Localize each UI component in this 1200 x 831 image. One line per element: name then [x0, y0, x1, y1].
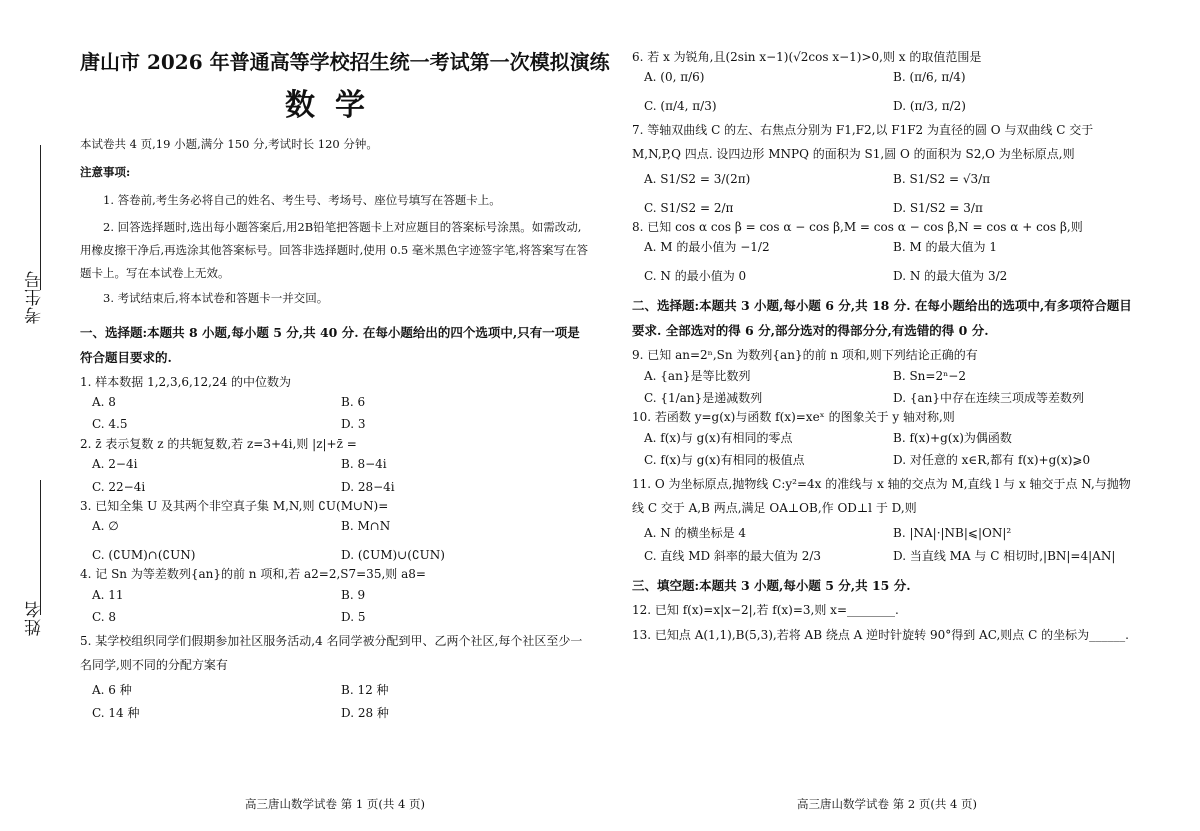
question-stem: 9. 已知 an=2ⁿ,Sn 为数列{an}的前 n 项和,则下列结论正确的有: [632, 348, 978, 363]
option-a: A. 11: [92, 587, 124, 602]
fill-question: 12. 已知 f(x)=x|x−2|,若 f(x)=3,则 x=________.: [632, 603, 899, 618]
question-stem: 2. z̄ 表示复数 z 的共轭复数,若 z=3+4i,则 |z|+z̄ =: [80, 436, 357, 451]
option-d: D. 28−4i: [341, 479, 395, 494]
option-d: D. N 的最大值为 3/2: [893, 268, 1008, 283]
page-footer: [632, 798, 1142, 812]
question-options: [80, 683, 590, 720]
name-blank: [40, 480, 41, 615]
question-options: [632, 240, 1142, 283]
question-options: [80, 457, 590, 494]
notes-heading: 注意事项:: [80, 164, 131, 179]
question-stem: 11. O 为坐标原点,抛物线 C:y²=4x 的准线与 x 轴的交点为 M,直线 l 与 x 轴交于点 N,与抛物线 C 交于 A,B 两点,满足 OA⊥OB,作 OD⊥l 于 D,则: [632, 477, 1131, 516]
option-d: D. 28 种: [341, 705, 389, 720]
option-b: B. |NA|·|NB|⩽|ON|²: [893, 526, 1012, 541]
page-footer: [80, 798, 590, 812]
option-c: C. 8: [92, 609, 117, 624]
option-c: C. {1/an}是递减数列: [644, 390, 763, 405]
name-label: 姓名: [25, 600, 45, 636]
section-heading: 一、选择题:本题共 8 小题,每小题 5 分,共 40 分. 在每小题给出的四个选项中,只有一项是符合题目要求的.: [80, 324, 580, 365]
question-options: [80, 519, 590, 562]
option-c: C. S1/S2 = 2/π: [644, 200, 734, 215]
option-d: D. S1/S2 = 3/π: [893, 200, 983, 215]
section-heading: 三、填空题:本题共 3 小题,每小题 5 分,共 15 分.: [632, 578, 911, 594]
option-d: D. {an}中存在连续三项成等差数列: [893, 390, 1084, 405]
option-c: C. 14 种: [92, 705, 140, 720]
fill-question: 13. 已知点 A(1,1),B(5,3),若将 AB 绕点 A 逆时针旋转 90°得到 AC,则点 C 的坐标为______.: [632, 627, 1129, 642]
section-heading: 二、选择题:本题共 3 小题,每小题 6 分,共 18 分. 在每小题给出的选项中,有多项符合题目要求. 全部选对的得 6 分,部分选对的得部分分,有选错的得 0 分.: [632, 298, 1132, 339]
option-c: C. N 的最小值为 0: [644, 268, 747, 283]
subject-heading: 数学: [285, 88, 385, 123]
note-item: 2. 回答选择题时,选出每小题答案后,用2B铅笔把答题卡上对应题目的答案标号涂黑。如需改动,用橡皮擦干净后,再选涂其他答案标号。回答非选择题时,使用 0.5 毫米黑色字迹签字笔,将答案写在答题卡上。写在本试卷上无效。: [80, 219, 589, 280]
note-item: 1. 答卷前,考生务必将自己的姓名、考生号、考场号、座位号填写在答题卡上。: [103, 192, 501, 207]
exam-page-1: [80, 0, 610, 831]
option-b: B. 6: [341, 394, 366, 409]
option-a: A. N 的横坐标是 4: [644, 526, 747, 541]
option-c: C. 直线 MD 斜率的最大值为 2/3: [644, 548, 822, 563]
question-stem: 7. 等轴双曲线 C 的左、右焦点分别为 F1,F2,以 F1F2 为直径的圆 O 与双曲线 C 交于 M,N,P,Q 四点. 设四边形 MNPQ 的面积为 S1,圆 O 的面积为 S2,O 为坐标原点,则: [632, 123, 1094, 162]
option-b: B. 8−4i: [341, 457, 387, 472]
option-a: A. {an}是等比数列: [644, 368, 751, 383]
option-a: A. ∅: [92, 519, 119, 534]
question-stem: 8. 已知 cos α cos β = cos α − cos β,M = cos α − cos β,N = cos α + cos β,则: [632, 219, 1083, 234]
option-a: A. 8: [92, 394, 116, 409]
option-b: B. S1/S2 = √3/π: [893, 172, 991, 187]
exam-page-2: [632, 0, 1142, 831]
option-a: A. 6 种: [92, 683, 132, 698]
option-b: B. M 的最大值为 1: [893, 240, 997, 255]
question-stem: 4. 记 Sn 为等差数列{an}的前 n 项和,若 a2=2,S7=35,则 a8=: [80, 567, 426, 582]
note-item: 3. 考试结束后,将本试卷和答题卡一并交回。: [103, 290, 329, 305]
option-c: C. 4.5: [92, 417, 128, 432]
question-options: [632, 172, 1142, 215]
option-c: C. (∁UM)∩(∁UN): [92, 547, 196, 562]
option-b: B. (π/6, π/4): [893, 70, 966, 85]
option-a: A. M 的最小值为 −1/2: [644, 240, 770, 255]
option-c: C. f(x)与 g(x)有相同的极值点: [644, 453, 805, 468]
option-b: B. f(x)+g(x)为偶函数: [893, 430, 1012, 445]
exam-title: 唐山市 2026 年普通高等学校招生统一考试第一次模拟演练: [80, 50, 610, 74]
option-b: B. M∩N: [341, 519, 391, 534]
option-a: A. f(x)与 g(x)有相同的零点: [644, 430, 793, 445]
option-d: D. 3: [341, 417, 366, 432]
option-b: B. Sn=2ⁿ−2: [893, 368, 966, 383]
footer-text: 高三唐山数学试卷 第 1 页(共 4 页): [245, 797, 425, 812]
question-options: [632, 526, 1142, 563]
exam-number-blank: [40, 145, 41, 290]
question-stem: 3. 已知全集 U 及其两个非空真子集 M,N,则 ∁U(M∪N)=: [80, 498, 389, 513]
option-b: B. 12 种: [341, 683, 389, 698]
exam-number-label: 考生号: [25, 270, 45, 324]
option-c: C. 22−4i: [92, 479, 146, 494]
binding-margin: [0, 0, 62, 831]
option-d: D. 当直线 MA 与 C 相切时,|BN|=4|AN|: [893, 548, 1116, 563]
question-options: [632, 369, 1142, 406]
question-options: [632, 431, 1142, 468]
option-d: D. 对任意的 x∈R,都有 f(x)+g(x)⩾0: [893, 453, 1091, 468]
question-options: [632, 70, 1142, 113]
option-b: B. 9: [341, 587, 366, 602]
option-a: A. 2−4i: [92, 457, 138, 472]
option-d: D. (π/3, π/2): [893, 98, 966, 113]
option-d: D. (∁UM)∪(∁UN): [341, 547, 445, 562]
question-stem: 6. 若 x 为锐角,且(2sin x−1)(√2cos x−1)>0,则 x 的取值范围是: [632, 50, 982, 64]
question-stem: 5. 某学校组织同学们假期参加社区服务活动,4 名同学被分配到甲、乙两个社区,每个社区至少一名同学,则不同的分配方案有: [80, 634, 583, 673]
footer-text: 高三唐山数学试卷 第 2 页(共 4 页): [797, 797, 977, 812]
option-c: C. (π/4, π/3): [644, 98, 717, 113]
option-d: D. 5: [341, 609, 366, 624]
option-a: A. (0, π/6): [644, 70, 705, 85]
exam-intro: 本试卷共 4 页,19 小题,满分 150 分,考试时长 120 分钟。: [80, 137, 378, 151]
option-a: A. S1/S2 = 3/(2π): [644, 172, 751, 187]
question-options: [80, 395, 590, 432]
question-stem: 10. 若函数 y=g(x)与函数 f(x)=xeˣ 的图象关于 y 轴对称,则: [632, 410, 955, 425]
question-stem: 1. 样本数据 1,2,3,6,12,24 的中位数为: [80, 374, 292, 389]
question-options: [80, 588, 590, 625]
